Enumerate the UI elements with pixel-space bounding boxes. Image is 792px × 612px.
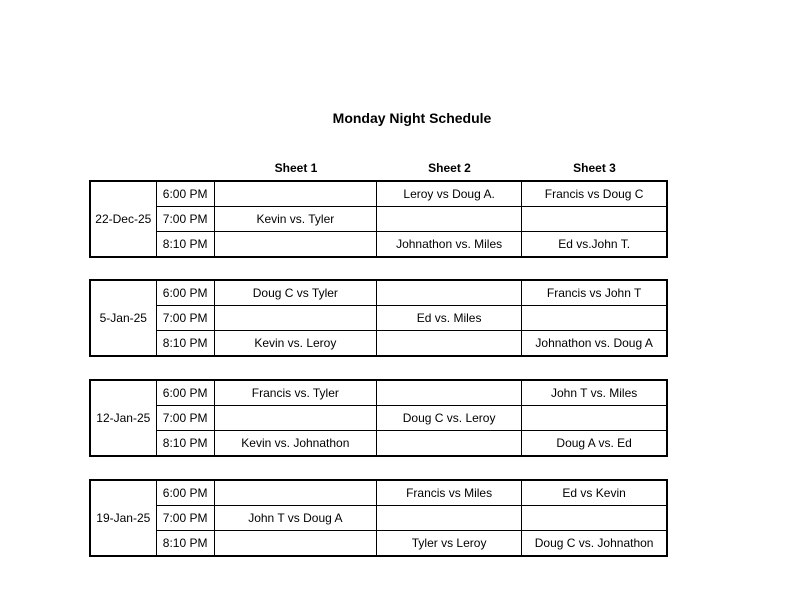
week-schedule-table xyxy=(89,279,668,357)
sheet-3-match-cell: Ed vs Kevin xyxy=(522,480,667,506)
sheet-3-match-cell xyxy=(522,207,667,232)
sheet-1-match-cell xyxy=(214,406,376,431)
sheet-2-match-cell: Francis vs Miles xyxy=(376,480,521,506)
sheet-3-match-cell: Doug C vs. Johnathon xyxy=(522,531,667,557)
sheet-1-match-cell xyxy=(214,306,376,331)
table-row xyxy=(90,431,667,457)
sheet-2-match-cell xyxy=(376,280,521,306)
sheet-2-match-cell: Tyler vs Leroy xyxy=(376,531,521,557)
column-header-sheet-2: Sheet 2 xyxy=(428,161,471,175)
table-row xyxy=(90,306,667,331)
week-date-cell: 19-Jan-25 xyxy=(90,480,156,556)
time-cell: 7:00 PM xyxy=(156,306,214,331)
sheet-1-match-cell xyxy=(214,480,376,506)
week-date-cell: 22-Dec-25 xyxy=(90,181,156,257)
sheet-3-match-cell: Johnathon vs. Doug A xyxy=(522,331,667,357)
table-row xyxy=(90,531,667,557)
time-cell: 6:00 PM xyxy=(156,380,214,406)
week-schedule-table xyxy=(89,479,668,557)
time-cell: 8:10 PM xyxy=(156,232,214,258)
sheet-1-match-cell: Francis vs. Tyler xyxy=(214,380,376,406)
sheet-1-match-cell xyxy=(214,181,376,207)
sheet-3-match-cell xyxy=(522,406,667,431)
time-cell: 7:00 PM xyxy=(156,506,214,531)
sheet-3-match-cell: Francis vs Doug C xyxy=(522,181,667,207)
table-row xyxy=(90,232,667,258)
page-title: Monday Night Schedule xyxy=(332,110,492,126)
sheet-1-match-cell: John T vs Doug A xyxy=(214,506,376,531)
time-cell: 6:00 PM xyxy=(156,181,214,207)
sheet-3-match-cell: Ed vs.John T. xyxy=(522,232,667,258)
time-cell: 8:10 PM xyxy=(156,331,214,357)
sheet-2-match-cell: Johnathon vs. Miles xyxy=(376,232,521,258)
sheet-2-match-cell xyxy=(376,431,521,457)
sheet-2-match-cell xyxy=(376,380,521,406)
column-header-sheet-3: Sheet 3 xyxy=(573,161,616,175)
column-header-sheet-1: Sheet 1 xyxy=(274,161,318,175)
time-cell: 7:00 PM xyxy=(156,207,214,232)
sheet-2-match-cell: Doug C vs. Leroy xyxy=(376,406,521,431)
sheet-1-match-cell xyxy=(214,232,376,258)
time-cell: 8:10 PM xyxy=(156,531,214,557)
table-row xyxy=(90,380,667,406)
table-row xyxy=(90,480,667,506)
sheet-3-match-cell xyxy=(522,506,667,531)
table-row xyxy=(90,331,667,357)
week-schedule-table xyxy=(89,180,668,258)
sheet-2-match-cell: Ed vs. Miles xyxy=(376,306,521,331)
time-cell: 6:00 PM xyxy=(156,280,214,306)
table-row xyxy=(90,406,667,431)
week-date-cell: 12-Jan-25 xyxy=(90,380,156,456)
table-row xyxy=(90,280,667,306)
sheet-3-match-cell xyxy=(522,306,667,331)
sheet-2-match-cell: Leroy vs Doug A. xyxy=(376,181,521,207)
sheet-3-match-cell: John T vs. Miles xyxy=(522,380,667,406)
week-date-cell: 5-Jan-25 xyxy=(90,280,156,356)
sheet-1-match-cell: Kevin vs. Tyler xyxy=(214,207,376,232)
sheet-2-match-cell xyxy=(376,506,521,531)
sheet-2-match-cell xyxy=(376,207,521,232)
time-cell: 6:00 PM xyxy=(156,480,214,506)
sheet-3-match-cell: Doug A vs. Ed xyxy=(522,431,667,457)
table-row xyxy=(90,207,667,232)
week-schedule-table xyxy=(89,379,668,457)
column-headers xyxy=(0,160,792,176)
time-cell: 7:00 PM xyxy=(156,406,214,431)
time-cell: 8:10 PM xyxy=(156,431,214,457)
table-row xyxy=(90,506,667,531)
sheet-1-match-cell xyxy=(214,531,376,557)
sheet-3-match-cell: Francis vs John T xyxy=(522,280,667,306)
sheet-1-match-cell: Doug C vs Tyler xyxy=(214,280,376,306)
table-row xyxy=(90,181,667,207)
sheet-1-match-cell: Kevin vs. Leroy xyxy=(214,331,376,357)
sheet-1-match-cell: Kevin vs. Johnathon xyxy=(214,431,376,457)
sheet-2-match-cell xyxy=(376,331,521,357)
